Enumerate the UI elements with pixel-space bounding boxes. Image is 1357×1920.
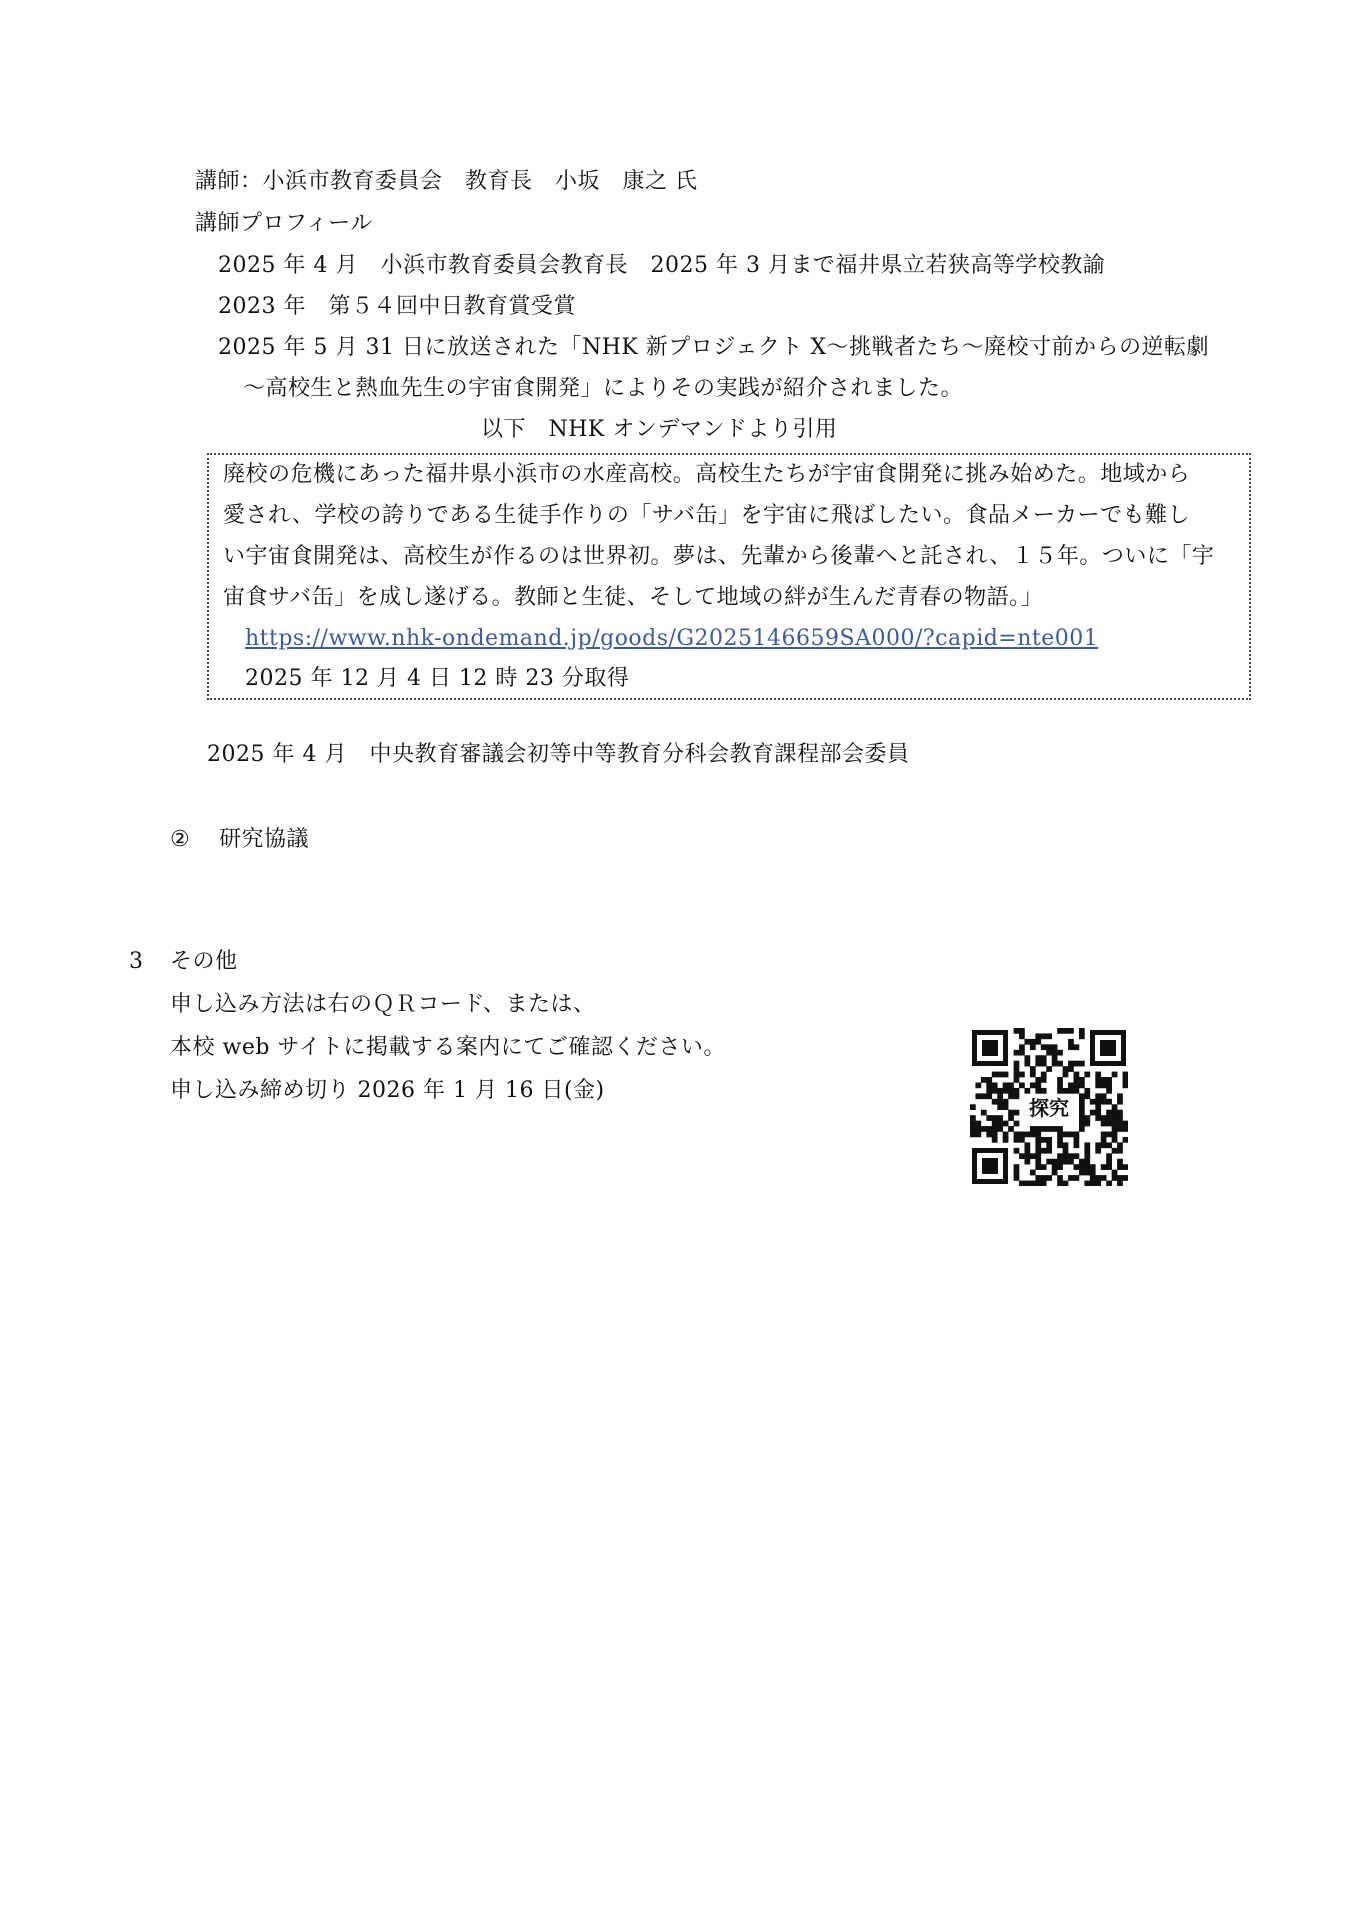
quote-line-3: い宇宙食開発は、高校生が作るのは世界初。夢は、先輩から後輩へと託され、１５年。ついに「宇: [223, 544, 1215, 569]
quote-intro: 以下 NHK オンデマンドより引用: [481, 417, 838, 442]
quote-line-1: 廃校の危機にあった福井県小浜市の水産高校。高校生たちが宇宙食開発に挑み始めた。地域から: [223, 462, 1191, 487]
qr-code[interactable]: [970, 1028, 1128, 1186]
profile-item-4: 〜高校生と熱血先生の宇宙食開発」によりその実践が紹介されました。: [243, 376, 964, 401]
section3-line-3: 申し込み締め切り 2026 年 1 月 16 日(金): [170, 1078, 605, 1103]
quote-line-2: 愛され、学校の誇りである生徒手作りの「サバ缶」を宇宙に飛ばしたい。食品メーカーでも難し: [223, 503, 1191, 528]
profile-item-1: 2025 年 4 月 小浜市教育委員会教育長 2025 年 3 月まで福井県立若狭高等学校教諭: [218, 253, 1106, 278]
item2-label: 研究協議: [219, 827, 310, 852]
section3-number: 3: [129, 949, 144, 974]
lecturer-line: 講師：小浜市教育委員会 教育長 小坂 康之 氏: [195, 169, 698, 194]
qr-center-label: 探究: [1029, 1096, 1069, 1120]
section3-title: その他: [170, 949, 238, 974]
profile-item-2: 2023 年 第５４回中日教育賞受賞: [218, 294, 576, 319]
profile-extra-item: 2025 年 4 月 中央教育審議会初等中等教育分科会教育課程部会委員: [207, 742, 910, 767]
quote-box: [207, 453, 1251, 700]
profile-item-3: 2025 年 5 月 31 日に放送された「NHK 新プロジェクト X〜挑戦者たち〜廃校寸前からの逆転劇: [218, 335, 1210, 360]
nhk-ondemand-link[interactable]: https://www.nhk-ondemand.jp/goods/G2025146659SA000/?capid=nte001: [245, 626, 1099, 651]
quote-line-4: 宙食サバ缶」を成し遂げる。教師と生徒、そして地域の絆が生んだ青春の物語。」: [223, 585, 1044, 610]
section3-line-2: 本校 web サイトに掲載する案内にてご確認ください。: [170, 1035, 726, 1060]
retrieved-date: 2025 年 12 月 4 日 12 時 23 分取得: [245, 666, 630, 691]
section3-line-1: 申し込み方法は右のＱＲコード、または、: [170, 992, 596, 1017]
item2-marker: ②: [170, 827, 191, 852]
profile-heading: 講師プロフィール: [195, 211, 373, 236]
